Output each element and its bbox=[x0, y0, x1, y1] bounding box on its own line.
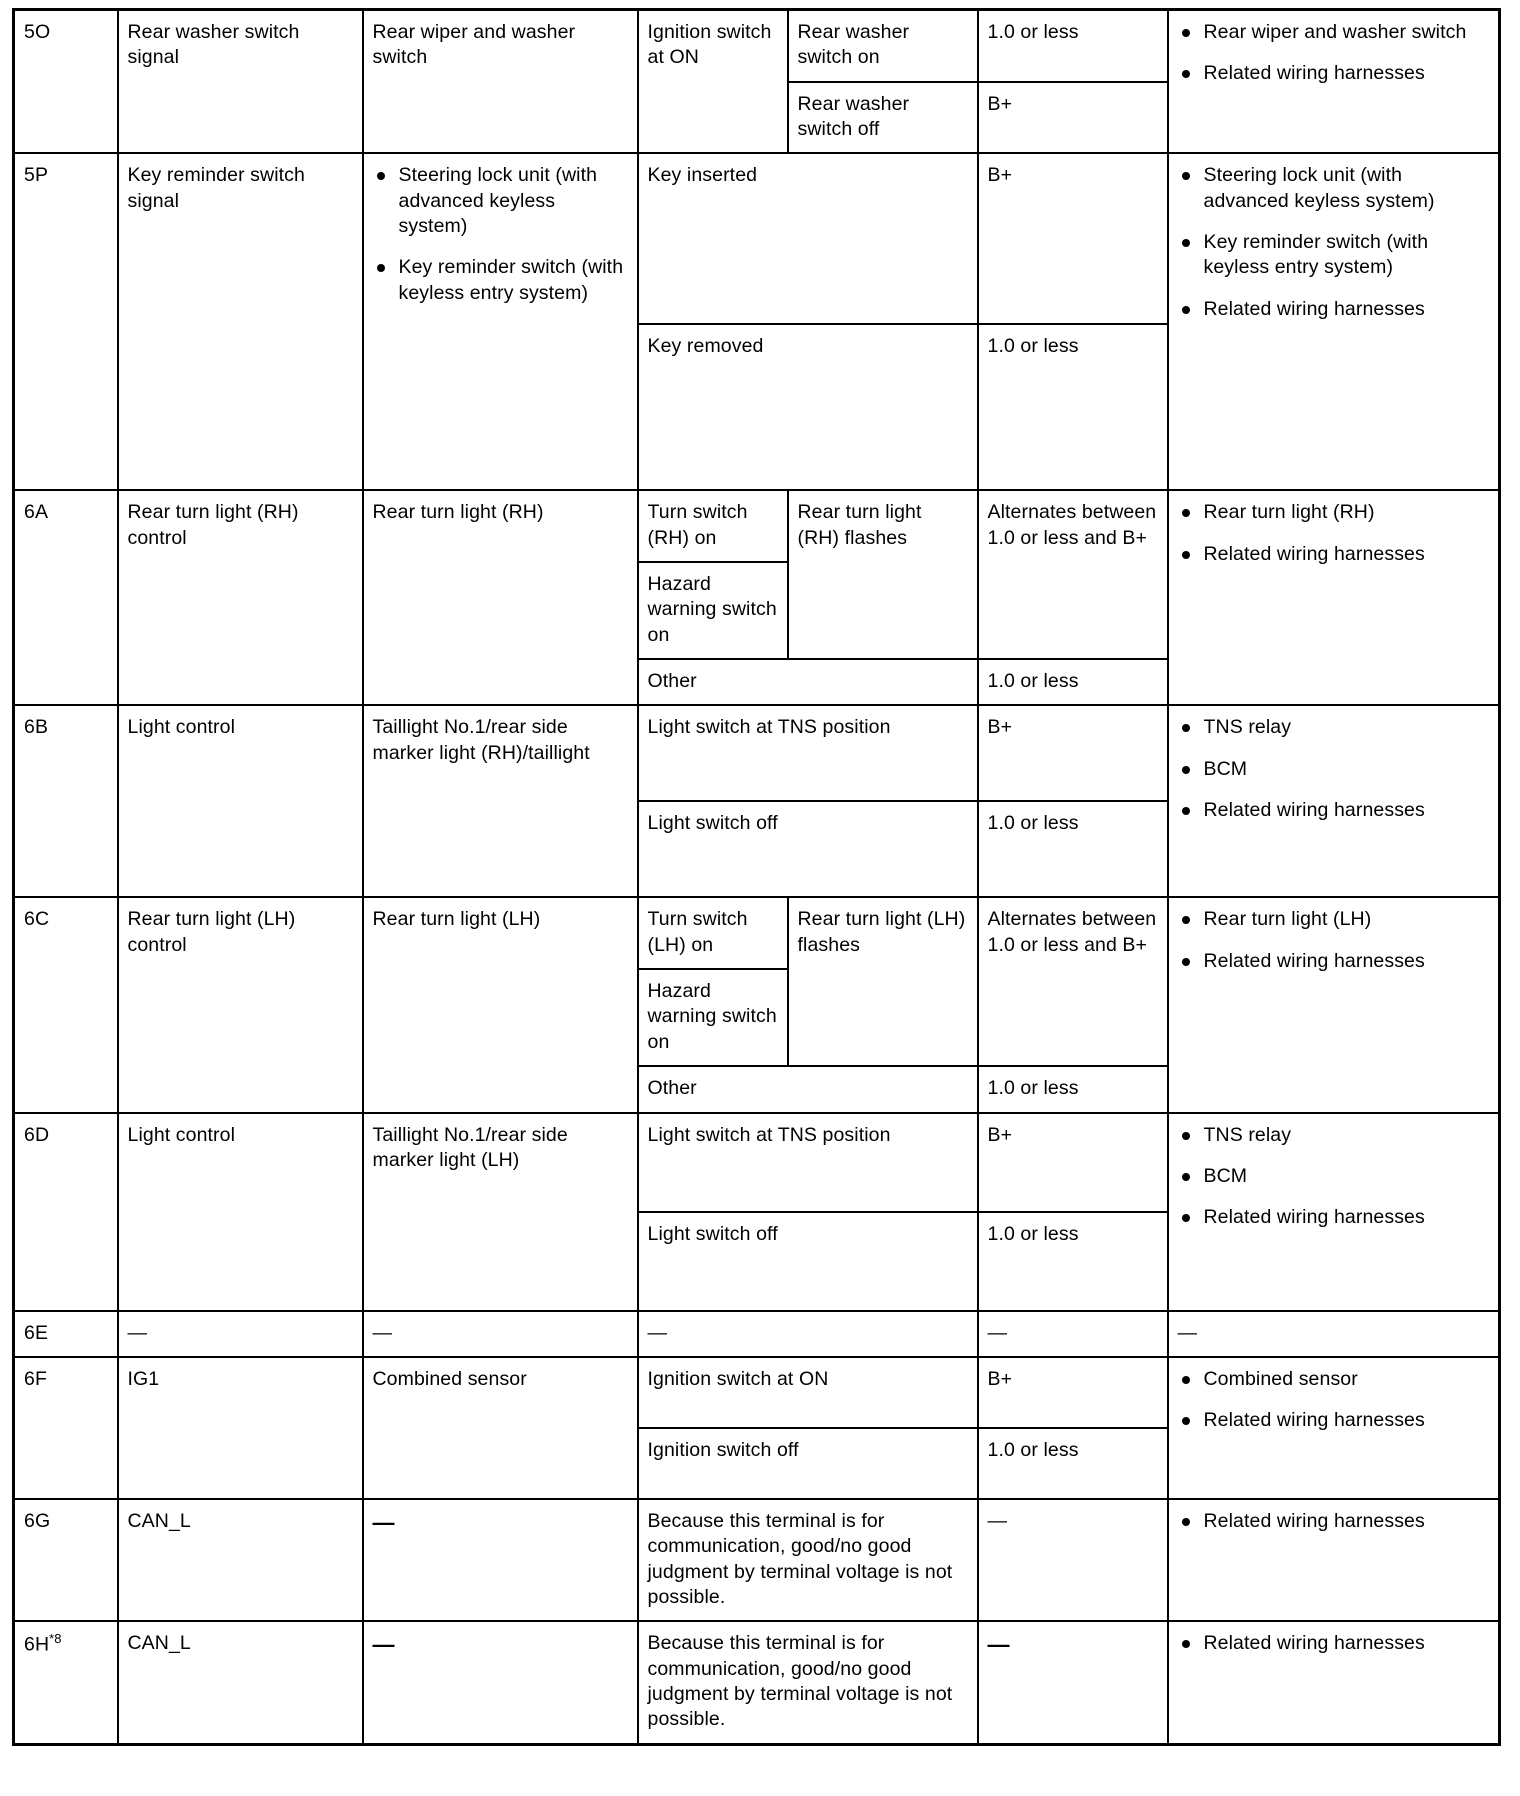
cell-connected-to bbox=[363, 1621, 638, 1744]
cell-condition-result: Rear turn light (RH) flashes bbox=[788, 490, 978, 659]
cell-condition: Ignition switch off bbox=[638, 1428, 978, 1499]
table-row bbox=[14, 1311, 1500, 1357]
inspection-item: Combined sensor bbox=[1178, 1367, 1490, 1392]
cell-voltage bbox=[978, 1621, 1168, 1744]
inspection-item: Steering lock unit (with advanced keyless system) bbox=[1178, 163, 1490, 214]
cell-terminal: 5O bbox=[14, 10, 118, 154]
cell-voltage: 1.0 or less bbox=[978, 659, 1168, 705]
cell-voltage: — bbox=[978, 1499, 1168, 1621]
cell-terminal: 6D bbox=[14, 1113, 118, 1311]
inspection-item: BCM bbox=[1178, 1164, 1490, 1189]
cell-terminal: 5P bbox=[14, 153, 118, 490]
cell-terminal: 6C bbox=[14, 897, 118, 1112]
cell-condition-sub: Rear washer switch on bbox=[788, 10, 978, 82]
inspection-item: Related wiring harnesses bbox=[1178, 1509, 1490, 1534]
dash-mark: — bbox=[372, 1509, 394, 1535]
table-row bbox=[14, 153, 1500, 324]
cell-signal-name: Rear turn light (LH) control bbox=[118, 897, 363, 1112]
cell-signal-name: CAN_L bbox=[118, 1499, 363, 1621]
cell-connected-to: — bbox=[363, 1311, 638, 1357]
cell-condition: — bbox=[638, 1311, 978, 1357]
table-row bbox=[14, 1357, 1500, 1428]
cell-terminal: 6E bbox=[14, 1311, 118, 1357]
cell-voltage: 1.0 or less bbox=[978, 1066, 1168, 1112]
terminal-note: *8 bbox=[49, 1631, 62, 1647]
connected-item: Steering lock unit (with advanced keyless system) bbox=[373, 163, 628, 239]
cell-condition-result: Rear turn light (LH) flashes bbox=[788, 897, 978, 1066]
cell-condition-sub: Rear washer switch off bbox=[788, 82, 978, 154]
cell-connected-to: Rear turn light (RH) bbox=[363, 490, 638, 705]
inspection-item: Related wiring harnesses bbox=[1178, 949, 1490, 974]
cell-condition: Light switch at TNS position bbox=[638, 705, 978, 801]
cell-connected-to: Combined sensor bbox=[363, 1357, 638, 1499]
cell-voltage: Alternates between 1.0 or less and B+ bbox=[978, 490, 1168, 659]
table-row bbox=[14, 490, 1500, 562]
connected-item: Key reminder switch (with keyless entry system) bbox=[373, 255, 628, 306]
terminal-label: 6H bbox=[24, 1633, 50, 1656]
table-row bbox=[14, 705, 1500, 801]
cell-condition-sub: Hazard warning switch on bbox=[638, 562, 788, 659]
cell-condition-other: Other bbox=[638, 659, 978, 705]
cell-condition: Light switch at TNS position bbox=[638, 1113, 978, 1212]
cell-signal-name: — bbox=[118, 1311, 363, 1357]
table-row bbox=[14, 1499, 1500, 1621]
cell-condition: Ignition switch at ON bbox=[638, 1357, 978, 1428]
cell-voltage: B+ bbox=[978, 82, 1168, 154]
cell-condition-other: Other bbox=[638, 1066, 978, 1112]
cell-voltage: B+ bbox=[978, 1357, 1168, 1428]
cell-signal-name: Light control bbox=[118, 705, 363, 897]
cell-voltage: 1.0 or less bbox=[978, 324, 1168, 490]
inspection-item: Rear turn light (RH) bbox=[1178, 500, 1490, 525]
cell-connected-to: Rear wiper and washer switch bbox=[363, 10, 638, 154]
cell-terminal: 6A bbox=[14, 490, 118, 705]
cell-voltage: 1.0 or less bbox=[978, 10, 1168, 82]
cell-inspection bbox=[1168, 705, 1500, 897]
cell-connected-to: Taillight No.1/rear side marker light (LH) bbox=[363, 1113, 638, 1311]
cell-terminal: 6F bbox=[14, 1357, 118, 1499]
cell-voltage: 1.0 or less bbox=[978, 801, 1168, 897]
cell-voltage: — bbox=[978, 1311, 1168, 1357]
inspection-item: Related wiring harnesses bbox=[1178, 1631, 1490, 1656]
cell-inspection bbox=[1168, 1621, 1500, 1744]
cell-inspection: — bbox=[1168, 1311, 1500, 1357]
inspection-item: Related wiring harnesses bbox=[1178, 1205, 1490, 1230]
cell-inspection bbox=[1168, 490, 1500, 705]
cell-condition-sub: Turn switch (LH) on bbox=[638, 897, 788, 969]
cell-signal-name: IG1 bbox=[118, 1357, 363, 1499]
cell-connected-to bbox=[363, 153, 638, 490]
cell-connected-to bbox=[363, 1499, 638, 1621]
cell-voltage: Alternates between 1.0 or less and B+ bbox=[978, 897, 1168, 1066]
cell-inspection bbox=[1168, 1113, 1500, 1311]
table-row bbox=[14, 10, 1500, 82]
inspection-item: Rear wiper and washer switch bbox=[1178, 20, 1490, 45]
inspection-item: Related wiring harnesses bbox=[1178, 61, 1490, 86]
dash-mark: — bbox=[987, 1632, 1009, 1658]
cell-voltage: B+ bbox=[978, 705, 1168, 801]
cell-signal-name: Rear washer switch signal bbox=[118, 10, 363, 154]
inspection-item: Rear turn light (LH) bbox=[1178, 907, 1490, 932]
cell-inspection bbox=[1168, 153, 1500, 490]
cell-condition: Because this terminal is for communication, good/no good judgment by terminal voltage is not possible. bbox=[638, 1499, 978, 1621]
cell-inspection bbox=[1168, 897, 1500, 1112]
cell-condition: Light switch off bbox=[638, 801, 978, 897]
cell-voltage: 1.0 or less bbox=[978, 1212, 1168, 1311]
inspection-item: BCM bbox=[1178, 757, 1490, 782]
cell-condition-sub: Turn switch (RH) on bbox=[638, 490, 788, 562]
table-row bbox=[14, 897, 1500, 969]
cell-condition-sub: Hazard warning switch on bbox=[638, 969, 788, 1066]
dash-mark: — bbox=[372, 1632, 394, 1658]
cell-terminal bbox=[14, 1621, 118, 1744]
inspection-item: Related wiring harnesses bbox=[1178, 542, 1490, 567]
cell-inspection bbox=[1168, 10, 1500, 154]
cell-condition: Key removed bbox=[638, 324, 978, 490]
cell-condition-main: Ignition switch at ON bbox=[638, 10, 788, 154]
cell-connected-to: Taillight No.1/rear side marker light (RH)/taillight bbox=[363, 705, 638, 897]
inspection-item: Related wiring harnesses bbox=[1178, 798, 1490, 823]
cell-signal-name: Rear turn light (RH) control bbox=[118, 490, 363, 705]
cell-condition: Light switch off bbox=[638, 1212, 978, 1311]
cell-inspection bbox=[1168, 1357, 1500, 1499]
cell-terminal: 6G bbox=[14, 1499, 118, 1621]
cell-condition: Key inserted bbox=[638, 153, 978, 324]
terminal-voltage-table bbox=[12, 8, 1501, 1746]
cell-voltage: B+ bbox=[978, 153, 1168, 324]
inspection-item: Key reminder switch (with keyless entry system) bbox=[1178, 230, 1490, 281]
cell-signal-name: CAN_L bbox=[118, 1621, 363, 1744]
cell-connected-to: Rear turn light (LH) bbox=[363, 897, 638, 1112]
inspection-item: Related wiring harnesses bbox=[1178, 1408, 1490, 1433]
table-row bbox=[14, 1621, 1500, 1744]
cell-signal-name: Key reminder switch signal bbox=[118, 153, 363, 490]
inspection-item: TNS relay bbox=[1178, 715, 1490, 740]
cell-voltage: 1.0 or less bbox=[978, 1428, 1168, 1499]
table-row bbox=[14, 1113, 1500, 1212]
inspection-item: TNS relay bbox=[1178, 1123, 1490, 1148]
cell-condition: Because this terminal is for communication, good/no good judgment by terminal voltage is not possible. bbox=[638, 1621, 978, 1744]
cell-inspection bbox=[1168, 1499, 1500, 1621]
inspection-item: Related wiring harnesses bbox=[1178, 297, 1490, 322]
cell-voltage: B+ bbox=[978, 1113, 1168, 1212]
cell-signal-name: Light control bbox=[118, 1113, 363, 1311]
cell-terminal: 6B bbox=[14, 705, 118, 897]
